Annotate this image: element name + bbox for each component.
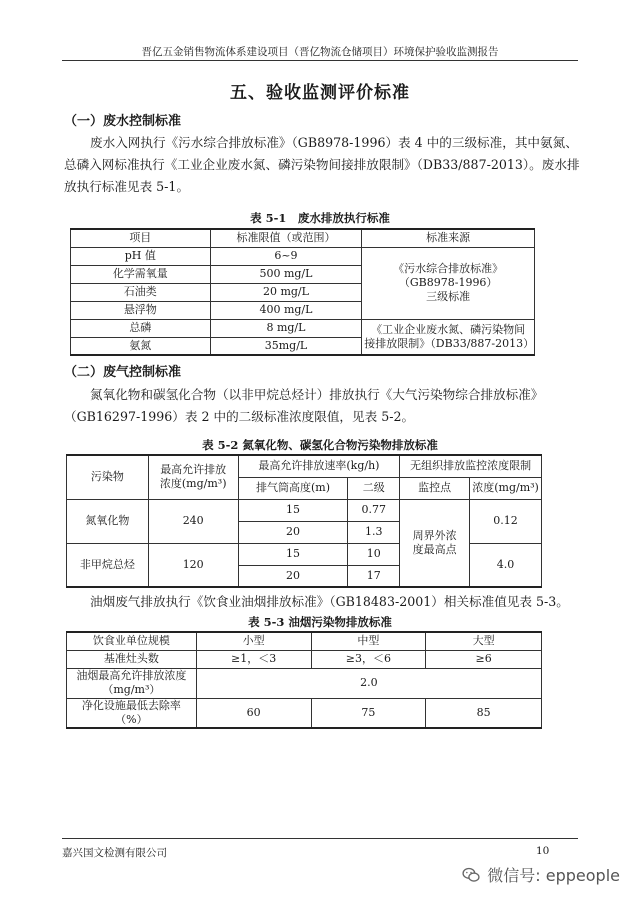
table2-cell: 20: [238, 521, 348, 543]
table3-cell: 85: [426, 698, 542, 728]
table3-cell: ≥1，＜3: [196, 650, 311, 668]
table2-nox-conc: 240: [148, 499, 238, 543]
report-header: 晋亿五金销售物流体系建设项目（晋亿物流仓储项目）环境保护验收监测报告: [141, 46, 499, 58]
header-line: 浓度(mg/m³): [159, 477, 227, 491]
section-wastewater-paragraph: 废水入网执行《污水综合排放标准》（GB8978-1996）表 4 中的三级标准，其中氨氮、总磷入网标准执行《工业企业废水氮、磷污染物间接排放限制》（DB33/887-2013）。废水排放执行标准见表 5-1。: [64, 135, 580, 194]
point-line: 度最高点: [412, 542, 457, 556]
table1-cell: 总磷: [71, 319, 211, 337]
table2-nmhc-limit: 4.0: [470, 543, 542, 587]
table2-cell: 1.3: [348, 521, 400, 543]
table1-cell: 35mg/L: [210, 337, 362, 355]
table2-cell: 15: [238, 543, 348, 565]
table3-cell: ≥3，＜6: [311, 650, 426, 668]
table2-header-rate: 最高允许排放速率(kg/h): [238, 455, 400, 477]
table1-cell: 氨氮: [71, 337, 211, 355]
wechat-id: 微信号: eppeople: [487, 866, 620, 885]
table2-caption: 表 5-2 氮氧化物、碳氢化合物污染物排放标准: [202, 438, 438, 452]
table1-source-gb8978: [362, 247, 535, 319]
table2-header-point: 监控点: [400, 477, 470, 499]
table3-header-scale: 饮食业单位规模: [67, 632, 197, 650]
header-rule: [62, 60, 578, 61]
exhaust-standard-table: [66, 454, 542, 588]
table2-header-level: 二级: [348, 477, 400, 499]
table2-header-conc: 浓度(mg/m³): [470, 477, 542, 499]
table3-cell: 净化设施最低去除率（%）: [67, 698, 197, 728]
fume-standard-table: [66, 631, 542, 729]
table1-header-item: 项目: [71, 229, 211, 247]
footer-company: 嘉兴国文检测有限公司: [62, 847, 167, 859]
table1-source-db33: [362, 319, 535, 355]
table2-header-height: 排气筒高度(m): [238, 477, 348, 499]
source-line: 接排放限制》（DB33/887-2013）: [364, 336, 535, 350]
table2-cell: 0.77: [348, 499, 400, 521]
table2-monitor-point: [400, 499, 470, 587]
table1-cell: 6~9: [210, 247, 362, 265]
table1-cell: 20 mg/L: [210, 283, 362, 301]
table2-header-maxconc: [148, 455, 238, 499]
table1-header-source: 标准来源: [362, 229, 535, 247]
source-line: （GB8978-1996）: [398, 276, 498, 289]
table2-nmhc-conc: 120: [148, 543, 238, 587]
table1-cell: 石油类: [71, 283, 211, 301]
table1-caption: 表 5-1 废水排放执行标准: [250, 211, 390, 225]
table3-conc-label: [67, 668, 197, 698]
table2-cell: 10: [348, 543, 400, 565]
section-exhaust-heading: （二）废气控制标准: [64, 365, 182, 380]
table1-cell: 悬浮物: [71, 301, 211, 319]
table3-header-large: 大型: [426, 632, 542, 650]
section-wastewater-heading: （一）废水控制标准: [64, 114, 182, 129]
wastewater-standard-table: [70, 228, 535, 356]
table2-cell: 20: [238, 565, 348, 587]
table3-cell: ≥6: [426, 650, 542, 668]
table2-nox-name: 氮氧化物: [67, 499, 149, 543]
table1-cell: 化学需氧量: [71, 265, 211, 283]
header-line: 最高允许排放: [160, 463, 227, 477]
source-line: 《工业企业废水氮、磷污染物间: [371, 322, 526, 336]
table2-cell: 15: [238, 499, 348, 521]
source-line: 三级标准: [426, 290, 471, 303]
source-line: 《污水综合排放标准》: [393, 262, 504, 275]
table1-cell: 8 mg/L: [210, 319, 362, 337]
table3-header-medium: 中型: [311, 632, 426, 650]
page-title: 五、验收监测评价标准: [230, 83, 410, 103]
table3-cell: 60: [196, 698, 311, 728]
footer-rule: [62, 838, 578, 839]
table2-header-unorganized: 无组织排放监控浓度限制: [400, 455, 542, 477]
table2-cell: 17: [348, 565, 400, 587]
table1-header-limit: 标准限值（或范围）: [210, 229, 362, 247]
table2-nmhc-name: 非甲烷总烃: [67, 543, 149, 587]
table1-cell: 500 mg/L: [210, 265, 362, 283]
table2-nox-limit: 0.12: [470, 499, 542, 543]
table3-header-small: 小型: [196, 632, 311, 650]
table2-header-pollutant: 污染物: [67, 455, 149, 499]
label-line: 油烟最高允许排放浓度: [76, 669, 187, 682]
page-number: 10: [536, 845, 550, 857]
table3-cell: 基准灶头数: [67, 650, 197, 668]
wechat-icon: [461, 865, 481, 885]
section-fume-paragraph: 油烟废气排放执行《饮食业油烟排放标准》（GB18483-2001）相关标准值见表 5-3。: [90, 594, 569, 609]
table3-cell: 75: [311, 698, 426, 728]
section-exhaust-paragraph: 氮氧化物和碳氢化合物（以非甲烷总烃计）排放执行《大气污染物综合排放标准》（GB16297-1996）表 2 中的二级标准浓度限值，见表 5-2。: [64, 387, 544, 424]
label-line: （mg/m³）: [102, 683, 161, 696]
table3-caption: 表 5-3 油烟污染物排放标准: [248, 615, 392, 629]
table1-cell: 400 mg/L: [210, 301, 362, 319]
table3-conc-value: 2.0: [196, 668, 541, 698]
table1-cell: pH 值: [71, 247, 211, 265]
wechat-watermark: [461, 863, 620, 886]
point-line: 周界外浓: [412, 528, 457, 542]
